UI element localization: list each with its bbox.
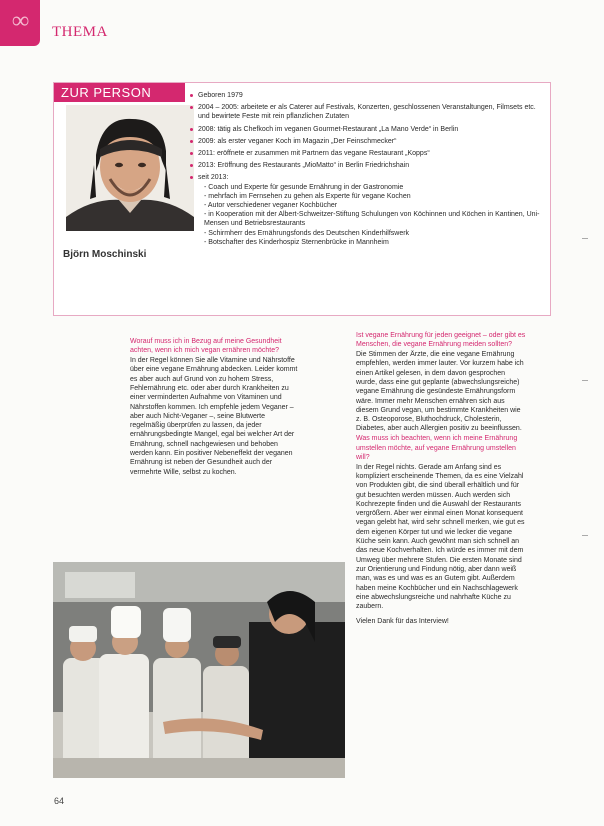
fact-item: 2011: eröffnete er zusammen mit Partnern das vegane Restaurant „Kopps“ — [190, 149, 544, 158]
interview-question: Ist vegane Ernährung für jeden geeignet – oder gibt es Menschen, die vegane Ernährung meiden sollten? — [356, 332, 526, 349]
interview-answer: In der Regel nichts. Gerade am Anfang sind es kompliziert erscheinende Themen, da es eine Vielzahl von Produkten gibt, die sind überall erhältlich und für gut besuchten werden müssen. Auch werden sich Kochrezepte finden und die Auswahl der Restaurants vergrößern. Aber wer einmal einen Monat konsequent vegan gelebt hat, wird sehr schnell merken, wie gut es dem eigenen Körper tut und wie lecker die vegane Küche sein kann. Auch gewöhnt man sich schnell an das neue Kochverhalten. Ich würde es immer mit dem Umweg über mehrere Stufen. Die ersten Monate sind zur Orientierung und Findung nötig, aber dann weiß man, was es und was es an Gutem gibt. Außerdem haben meine Kochbücher und ein Nachschlagewerk eine abwechslungsreiche und nahrhafte Küche zu zaubern. — [356, 463, 525, 611]
since-list — [198, 183, 544, 247]
margin-mark — [582, 238, 588, 239]
since-item: - in Kooperation mit der Albert-Schweitzer-Stiftung Schulungen von Köchinnen und Köchen in Kantinen, Uni-Mensen und Betriebsrestaurants — [204, 211, 540, 228]
interview-answer: Die Stimmen der Ärzte, die eine vegane Ernährung empfehlen, werden immer lauter. Vor kurzem habe ich einen Artikel gelesen, in dem davon gesprochen wurde, dass eine gut geplante (abwechslungsreiche) vegane Ernährung die gesündeste Ernährungsform wäre. Immer mehr Menschen ernähren sich aus diesem Grund vegan, um bestimmte Krankheiten wie z. B. Osteoporose, Bluthochdruck, Cholesterin, Diabetes, aber auch Allergien positiv zu beeinflussen. — [356, 351, 524, 433]
facts-list — [190, 91, 544, 250]
margin-mark — [582, 535, 588, 536]
since-item: - Coach und Experte für gesunde Ernährung in der Gastronomie — [204, 183, 404, 191]
interview-question: Was muss ich beachten, wenn ich meine Ernährung umstellen möchte, auf vegane Ernährung umstellen will? — [356, 435, 518, 461]
fact-item-since — [190, 173, 544, 247]
interview-closing: Vielen Dank für das Interview! — [356, 618, 449, 626]
since-item: - Schirmherr des Ernährungsfonds des Deutschen Kinderhilfswerk — [204, 229, 410, 237]
profile-box — [53, 82, 551, 316]
since-item: - Autor verschiedener veganer Kochbücher — [204, 202, 338, 210]
interview-column-right — [356, 331, 526, 627]
section-title: THEMA — [52, 24, 108, 40]
margin-mark — [582, 380, 588, 381]
fact-item: 2013: Eröffnung des Restaurants „MioMatto“ in Berlin Friedrichshain — [190, 161, 544, 170]
since-item: - Botschafter des Kinderhospiz Sternenbrücke in Mannheim — [204, 238, 389, 246]
fact-item: Geboren 1979 — [190, 91, 544, 100]
box-title: ZUR PERSON — [54, 83, 185, 102]
person-name: Björn Moschinski — [63, 249, 147, 260]
since-label: seit 2013: — [198, 174, 229, 182]
kitchen-photo — [53, 562, 345, 778]
corner-tab — [0, 0, 40, 46]
swirl-icon: ∞ — [12, 8, 30, 34]
portrait-photo — [66, 105, 194, 231]
page-number: 64 — [54, 796, 65, 806]
fact-item: 2004 – 2005: arbeitete er als Caterer auf Festivals, Konzerten, geschlossenen Veranstaltungen, Filmsets etc. und bewirtete Feste mit rein pflanzlichen Zutaten — [190, 103, 544, 121]
fact-item: 2008: tätig als Chefkoch im veganen Gourmet-Restaurant „La Mano Verde“ in Berlin — [190, 125, 544, 134]
since-item: - mehrfach im Fernsehen zu gehen als Experte für vegane Kochen — [204, 192, 411, 200]
interview-column-left — [130, 337, 300, 477]
interview-question: Worauf muss ich in Bezug auf meine Gesundheit achten, wenn ich mich vegan ernähren möchte? — [130, 338, 282, 355]
interview-answer: In der Regel können Sie alle Vitamine und Nährstoffe über eine vegane Ernährung abdecken. Leider kommt es aber auch auf Grund von zu hohem Stress, Fehlernährung etc. oder aber durch Krankheiten zu einer verminderten Aufnahme von Vitaminen und Nährstoffen kommen. Ich empfehle jedem Veganer – aber auch Nicht-Veganer –, seine Blutwerte regelmäßig überprüfen zu lassen, da jeder ernährungsbedingte Mangel, egal bei welcher Art der Ernährung, schnell nachgewiesen und behoben werden kann. Ein positiver Nebeneffekt der veganen Ernährung ist neben der Gesundheit auch der vermehrte Wille, selbst zu kochen. — [130, 357, 298, 476]
fact-item: 2009: als erster veganer Koch im Magazin „Der Feinschmecker“ — [190, 137, 544, 146]
